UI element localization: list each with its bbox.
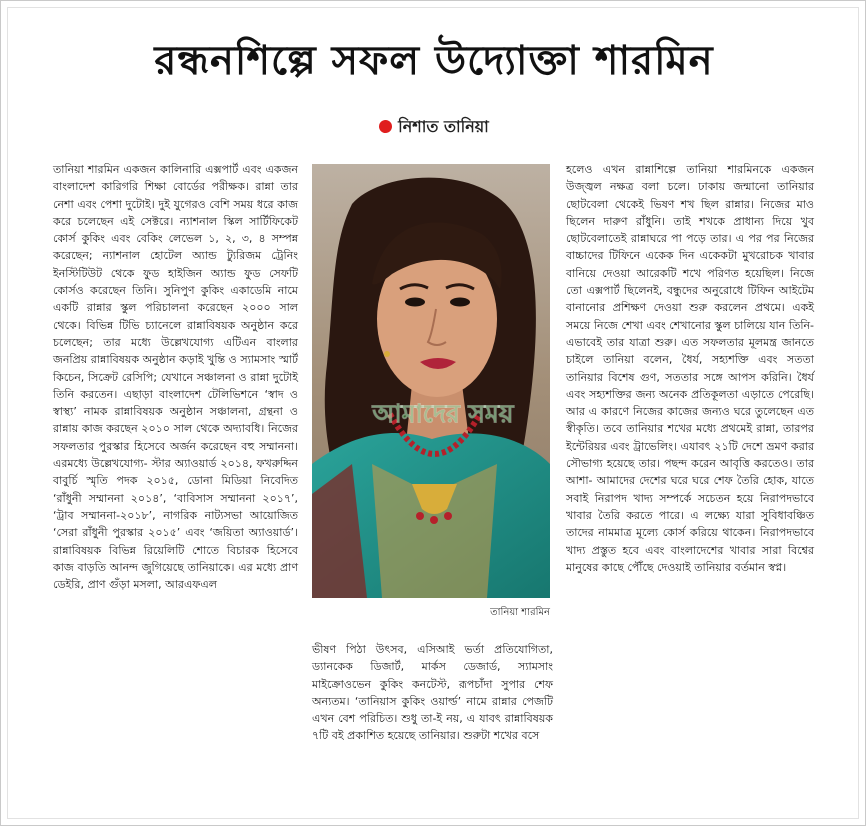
portrait-photo [312, 164, 550, 598]
headline: রন্ধনশিল্পে সফল উদ্যোক্তা শারমিন [154, 37, 714, 84]
column-2-text: ভীষণ পিঠা উৎসব, এসিআই ভর্তা প্রতিযোগিতা, ড্যানকেক ডিজার্ট, মার্কস ডেজার্ড, স্যামসাং মাইক্রোওভেন কুকিং কনটেস্ট, রূপচাঁদা সুপার শেফ অন্যতম। ‘তানিয়াস কুকিং ওয়ার্ল্ড’ নামে রান্নার পেজটি এখন বেশ পরিচিত। শুধু তা-ই নয়, এ যাবৎ রান্নাবিষয়ক ৭টি বই প্রকাশিত হয়েছে তানিয়ার। শুরুটা শখের বসে [312, 643, 553, 743]
column-1-text: তানিয়া শারমিন একজন কালিনারি এক্সপার্ট এবং একজন বাংলাদেশ কারিগরি শিক্ষা বোর্ডের পরীক্ষক। রান্না তার নেশা এবং পেশা দুটোই। দুই যুগেরও বেশি সময় ধরে কাজ করে চলেছেন এই সেক্টরে। ন্যাশনাল স্কিল সার্টিফিকেট কোর্স কুকিং এবং বেকিং লেভেল ১, ২, ৩, ৪ সম্পন্ন করেছেন; ন্যাশনাল হোটেল অ্যান্ড ট্যুরিজম ট্রেনিং ইনস্টিটিউট থেকে ফুড হাইজিন অ্যান্ড ফুড সেফটি কোর্সও করেছেন তিনি। সুনিপুণ কুকিং একাডেমি নামে একটি রান্নার স্কুল পরিচালনা করেছেন ২০০০ সাল থেকে। বিভিন্ন টিভি চ্যানেলে রান্নাবিষয়ক অনুষ্ঠান করে চলেছেন; তার মধ্যে উল্লেখযোগ্য এটিএন বাংলার জনপ্রিয় রান্নাবিষয়ক অনুষ্ঠান কড়াই খুন্তি ও স্যামসাং স্মার্ট কিচেন, সিক্রেট রেসিপি; যেখানে সঞ্চালনা ও রান্না দুটোই তিনি করতেন। এছাড়া বাংলাদেশ টেলিভিশনে ‘স্বাদ ও স্বাস্থ্য’ নামক রান্নাবিষয়ক অনুষ্ঠান সঞ্চালনা, গ্রন্থনা ও রান্নায় কাজ করছেন ২০১০ সাল থেকে অদ্যাবধি। নিজের সফলতার পুরস্কার হিসেবে অর্জন করেছেন বহু সম্মাননা। এরমধ্যে উল্লেখযোগ্য- স্টার অ্যাওয়ার্ড ২০১৪, ফখরুদ্দিন বাবুর্চি স্মৃতি পদক ২০১৫, ডোনা মিডিয়া নিবেদিত ‘রাঁধুনী সম্মাননা ২০১৪’, ‘বাবিসাস সম্মাননা ২০১৭’, ‘ট্রাব সম্মাননা-২০১৮’, নাগরিক নাট্যসভা আয়োজিত ‘সেরা রাঁধুনী পুরস্কার ২০১৫’ এবং ‘জয়িতা অ্যাওয়ার্ড’। রান্নাবিষয়ক বিভিন্ন রিয়েলিটি শোতে বিচারক হিসেবে কাজ বাড়তি আনন্দ জুগিয়েছে তানিয়াকে। এর মধ্যে প্রাণ ডেইরি, প্রাণ গুঁড়া মসলা, আরএফএল [53, 163, 298, 592]
column-3-text: হলেও এখন রান্নাশিল্পে তানিয়া শারমিনকে একজন উজ্জ্বল নক্ষত্র বলা চলে। ঢাকায় জন্মানো তানিয়ার ছোটবেলা থেকেই ভিষণ শখ ছিল রান্নার। নিজের মাও ছিলেন দারুণ রাঁধুনি। তাই শখকে প্রাধান্য দিয়ে খুব ছোটবেলাতেই রান্নাঘরে পা পড়ে তার। এ পর পর নিজের বাচ্চাদের টিফিনে একেক দিন একেকটা মুখরোচক খাবার বানিয়ে দেওয়া আরেকটি শখে পরিণত হয়েছিল। নিজে তো এক্সপার্ট ছিলেনই, বন্ধুদের অনুরোধে টিফিন আইটেম বানানোর প্রশিক্ষণ দেওয়া শুরু করলেন প্রথমে। একই সময়ে নিজে শেখা এবং শেখানোর স্কুল চালিয়ে যান তিনি- এভাবেই তার যাত্রা শুরু। এত সফলতার মূলমন্ত্র জানতে চাইলে তানিয়া বলেন, ধৈর্য, সহ্যশক্তি এবং সততা তানিয়ার বিশেষ গুণ, সততার সঙ্গে আপস করিনি। ধৈর্য এবং সহ্যশক্তির জন্য অনেক প্রতিকূলতা এড়াতে পেরেছি। আর এ কারণে নিজের কাজের জন্যও ঘরে তুলেছেন এত স্বীকৃতি। তবে তানিয়ার শখের মধ্যে প্রথমেই রান্না, তারপর ইন্টেরিয়র এবং ট্রাভেলিং। এযাবৎ ২১টি দেশে ভ্রমণ করার সৌভাগ্য হয়েছে তার। পছন্দ করেন আবৃত্তি করতেও। তার আশা- আমাদের দেশের ঘরে ঘরে শেফ তৈরি হোক, যাতে সবাই নিরাপদ খাদ্য সম্পর্কে সচেতন হয়ে নিরাপদভাবে খাবার তৈরি করতে পারে। এ লক্ষ্যে যারা সুবিধাবঞ্চিত তাদের নামমাত্র মূল্যে কোর্স করিয়ে থাকেন। নিরাপদভাবে খাদ্য প্রস্তুত হবে এবং বাংলাদেশের খাবার সারা বিশ্বের মানুষের কাছে পৌঁছে দেওয়াই তানিয়ার বর্তমান স্বপ্ন। [566, 163, 814, 574]
byline [1, 116, 866, 138]
article-column-3 [566, 161, 814, 576]
byline-author: নিশাত তানিয়া [398, 117, 489, 136]
article-column-2 [312, 641, 553, 745]
photo-caption: তানিয়া শারমিন [490, 607, 550, 618]
article-column-1 [53, 161, 298, 593]
byline-bullet-icon [379, 120, 392, 133]
portrait-illustration [312, 164, 550, 598]
newspaper-watermark: আমাদের সময় [372, 399, 514, 428]
